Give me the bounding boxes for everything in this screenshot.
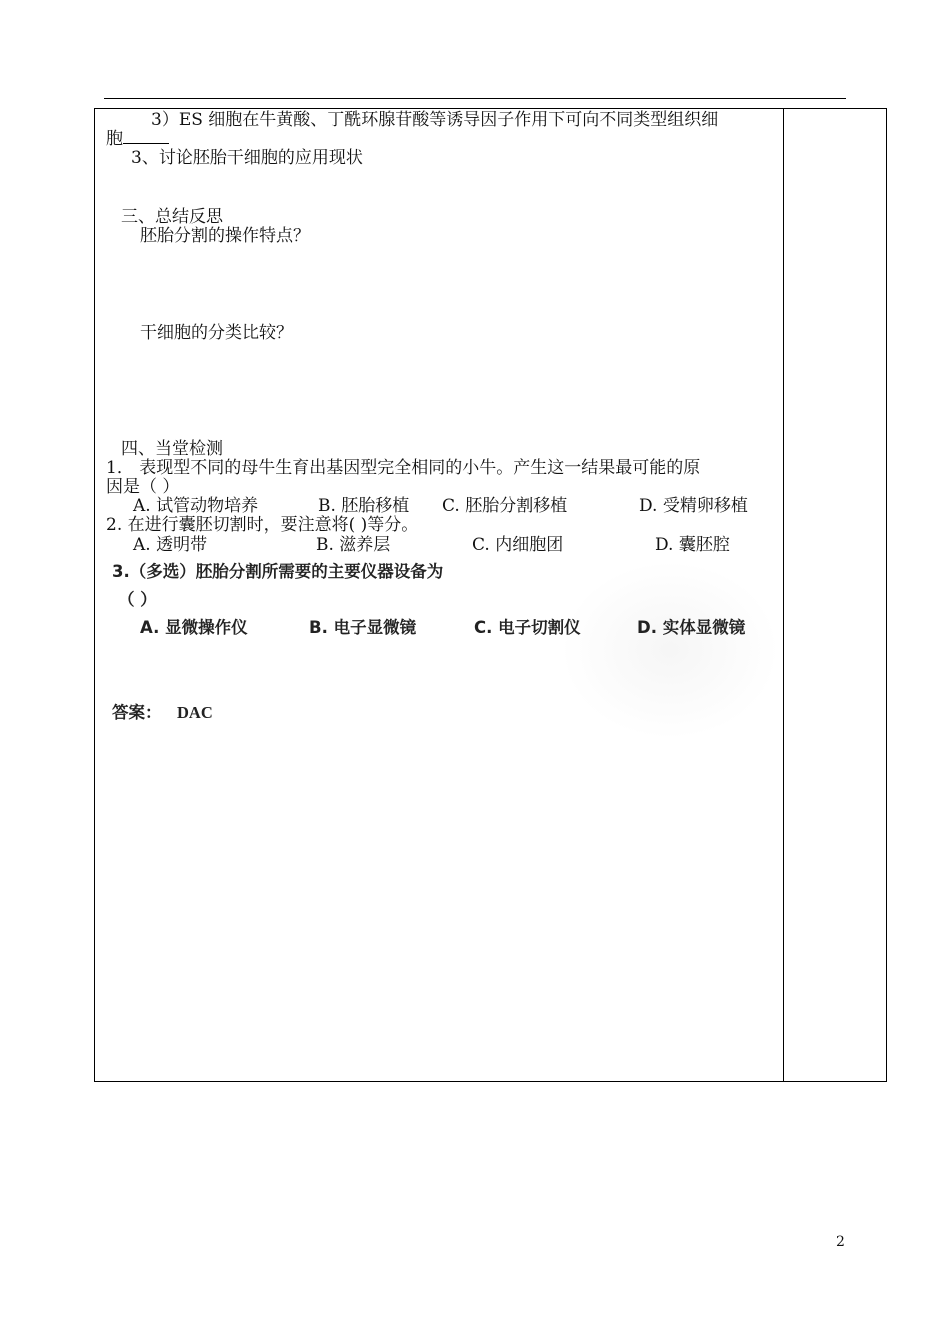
q3-option-b: B. 电子显微镜 [309,618,417,637]
q2-option-a: A. 透明带 [133,535,208,555]
q3-option-a: A. 显微操作仪 [140,618,248,637]
section4-heading: 四、当堂检测 [121,439,223,459]
item3-line1: 3）ES 细胞在牛黄酸、丁酰环腺苷酸等诱导因子作用下可向不同类型组织细 [151,110,719,130]
q2-option-d: D. 囊胚腔 [655,535,730,555]
section3-heading: 三、总结反思 [121,207,223,227]
q3-paren: （ ） [118,590,157,609]
answer-label: 答案： [112,703,162,722]
header-rule [104,98,846,99]
page-number: 2 [836,1234,845,1250]
q1-option-d: D. 受精卵移植 [639,496,748,516]
q2-option-c: C. 内细胞团 [472,535,564,555]
q2-line: 2. 在进行囊胚切割时，要注意将( )等分。 [106,515,419,535]
table-column-divider [783,108,784,1082]
q3-option-c: C. 电子切割仪 [474,618,581,637]
q1-option-c: C. 胚胎分割移植 [442,496,568,516]
q1-line2: 因是（ ） [106,477,180,497]
section3-question1: 胚胎分割的操作特点？ [140,226,310,246]
q1-option-b: B. 胚胎移植 [318,496,410,516]
fill-blank [123,129,169,144]
q1-option-a: A. 试管动物培养 [133,496,259,516]
q3-option-d: D. 实体显微镜 [637,618,746,637]
q1-line1: 1． 表现型不同的母牛生育出基因型完全相同的小牛。产生这一结果最可能的原 [106,458,701,478]
item3-line2: 胞 [106,129,169,149]
discuss-line: 3、讨论胚胎干细胞的应用现状 [131,148,363,168]
section3-question2: 干细胞的分类比较？ [140,323,293,343]
q3-line: 3.（多选）胚胎分割所需要的主要仪器设备为 [112,562,444,581]
q2-option-b: B. 滋养层 [316,535,391,555]
answer-value: DAC [177,703,213,722]
watermark-smudge [560,560,780,740]
